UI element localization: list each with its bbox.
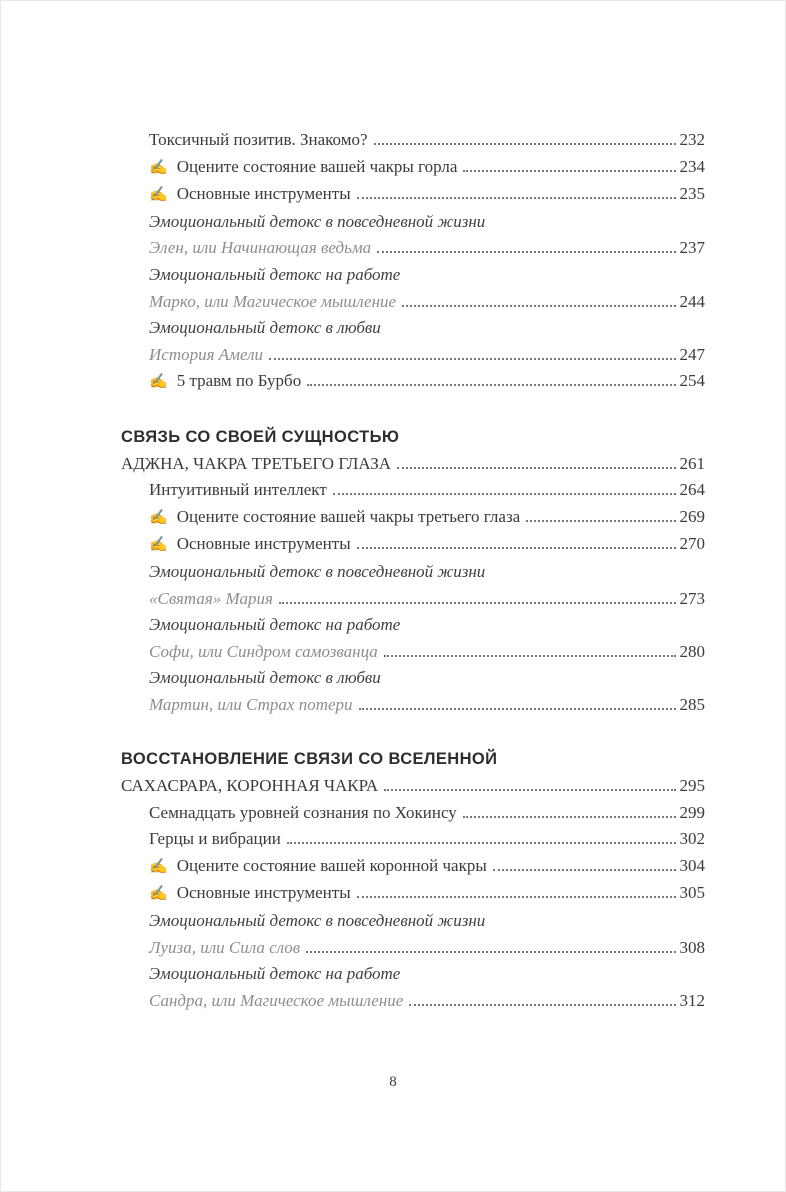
dot-leader — [384, 654, 676, 657]
toc-entry-title: Софи, или Синдром самозванца — [149, 641, 378, 661]
toc-entry — [121, 612, 705, 639]
dot-leader — [397, 466, 675, 469]
dot-leader — [377, 250, 675, 253]
toc-entry — [121, 235, 705, 262]
toc-entry-title: Эмоциональный детокс в любви — [149, 318, 381, 338]
toc-entry — [121, 209, 705, 236]
toc-entry-title: «Святая» Мария — [149, 588, 273, 608]
toc-entry — [121, 342, 705, 369]
toc-entry — [121, 692, 705, 719]
toc-entry-title: Эмоциональный детокс на работе — [149, 615, 401, 635]
toc-page-number: 312 — [679, 990, 705, 1010]
toc-entry-title: Марко, или Магическое мышление — [149, 291, 397, 311]
dot-leader — [463, 815, 676, 818]
dot-leader — [357, 895, 676, 898]
page-number: 8 — [389, 1074, 397, 1090]
toc-entry — [121, 639, 705, 666]
toc-entry-title: Интуитивный интеллект — [149, 480, 327, 500]
toc-entry-title: Оцените состояние вашей чакры третьего глаза — [176, 506, 521, 526]
toc-entry — [121, 315, 705, 342]
toc-entry-title: Эмоциональный детокс в повседневной жизни — [149, 211, 486, 231]
writing-hand-icon: ✍ — [149, 159, 168, 176]
toc-entry — [121, 127, 705, 154]
toc-entry — [121, 559, 705, 586]
dot-leader — [359, 707, 676, 710]
dot-leader — [384, 788, 675, 791]
toc-section-header — [121, 746, 705, 773]
toc-page-number: 234 — [679, 156, 705, 176]
dot-leader — [493, 868, 676, 871]
dot-leader — [357, 196, 676, 199]
toc-entry-title: Эмоциональный детокс в повседневной жизни — [149, 561, 486, 581]
toc-entry — [121, 665, 705, 692]
toc-entry-title: Эмоциональный детокс на работе — [149, 964, 401, 984]
toc-entry — [121, 826, 705, 853]
toc-entry-title: ВОССТАНОВЛЕНИЕ СВЯЗИ СО ВСЕЛЕННОЙ — [121, 750, 498, 769]
toc-page-number: 273 — [679, 588, 705, 608]
toc-entry — [121, 586, 705, 613]
toc-entry-title: Эмоциональный детокс в повседневной жизни — [149, 911, 486, 931]
toc-page-number: 269 — [679, 506, 705, 526]
dot-leader — [287, 841, 676, 844]
toc-page-number: 235 — [679, 184, 705, 204]
toc-entry-title: СВЯЗЬ СО СВОЕЙ СУЩНОСТЬЮ — [121, 427, 400, 446]
toc-page-number: 308 — [679, 937, 705, 957]
writing-hand-icon: ✍ — [149, 187, 168, 204]
toc-entry-title: Эмоциональный детокс в любви — [149, 668, 381, 688]
toc-entry-title: Мартин, или Страх потери — [149, 694, 353, 714]
dot-leader — [306, 950, 675, 953]
toc-entry-title: Основные инструменты — [176, 534, 351, 554]
toc-entry — [121, 504, 705, 532]
toc-entry — [121, 773, 705, 800]
dot-leader — [333, 492, 676, 495]
dot-leader — [357, 546, 676, 549]
writing-hand-icon: ✍ — [149, 374, 168, 391]
toc-page-number: 261 — [679, 453, 705, 473]
toc-page-number: 299 — [679, 802, 705, 822]
dot-leader — [307, 383, 675, 386]
toc-entry — [121, 368, 705, 396]
toc-entry-title: Оцените состояние вашей коронной чакры — [176, 855, 487, 875]
toc-entry — [121, 477, 705, 504]
toc-entry-title: САХАСРАРА, КОРОННАЯ ЧАКРА — [121, 776, 379, 796]
toc-entry — [121, 961, 705, 988]
toc-page-number: 302 — [679, 829, 705, 849]
dot-leader — [463, 169, 675, 172]
toc-entry — [121, 880, 705, 908]
toc-entry-title: Эмоциональный детокс на работе — [149, 264, 401, 284]
dot-leader — [409, 1003, 675, 1006]
writing-hand-icon: ✍ — [149, 886, 168, 903]
toc-entry — [121, 853, 705, 881]
toc-page-number: 247 — [679, 344, 705, 364]
toc-entry-title: Луиза, или Сила слов — [149, 937, 301, 957]
writing-hand-icon: ✍ — [149, 858, 168, 875]
writing-hand-icon: ✍ — [149, 509, 168, 526]
toc-entry — [121, 451, 705, 478]
toc-entry-title: Семнадцать уровней сознания по Хокинсу — [149, 802, 457, 822]
toc-entry — [121, 289, 705, 316]
toc-entry-title: Оцените состояние вашей чакры горла — [176, 156, 458, 176]
toc-entry — [121, 181, 705, 209]
toc-entry — [121, 154, 705, 182]
dot-leader — [279, 601, 676, 604]
toc-entry-title: 5 травм по Бурбо — [176, 371, 302, 391]
toc-entry-title: АДЖНА, ЧАКРА ТРЕТЬЕГО ГЛАЗА — [121, 453, 392, 473]
toc-entry — [121, 800, 705, 827]
toc-entry-title: Герцы и вибрации — [149, 829, 281, 849]
toc-page-number: 305 — [679, 883, 705, 903]
toc-page-number: 232 — [679, 130, 705, 149]
toc-page-number: 244 — [679, 291, 705, 311]
toc-section-header — [121, 424, 705, 451]
toc-page-number: 237 — [679, 238, 705, 258]
toc-entry-title: Сандра, или Магическое мышление — [149, 990, 404, 1010]
toc-page-number: 280 — [679, 641, 705, 661]
toc-page-number: 254 — [679, 371, 705, 391]
toc-page-number: 295 — [679, 776, 705, 796]
toc-entry — [121, 262, 705, 289]
toc-entry — [121, 988, 705, 1015]
dot-leader — [402, 304, 675, 307]
toc-entry — [121, 531, 705, 559]
dot-leader — [374, 142, 676, 145]
dot-leader — [526, 519, 675, 522]
toc-page-number: 304 — [679, 855, 705, 875]
toc-page-number: 270 — [679, 534, 705, 554]
toc-page-number: 285 — [679, 694, 705, 714]
toc-entry-title: История Амели — [149, 344, 264, 364]
toc-entry-title: Основные инструменты — [176, 883, 351, 903]
toc-page-number: 264 — [679, 480, 705, 500]
toc-entry-title: Элен, или Начинающая ведьма — [149, 238, 372, 258]
toc-entry — [121, 935, 705, 962]
writing-hand-icon: ✍ — [149, 537, 168, 554]
toc-list — [121, 127, 705, 1014]
toc-entry-title: Основные инструменты — [176, 184, 351, 204]
toc-entry — [121, 908, 705, 935]
dot-leader — [269, 357, 675, 360]
toc-entry-title: Токсичный позитив. Знакомо? — [149, 130, 368, 149]
